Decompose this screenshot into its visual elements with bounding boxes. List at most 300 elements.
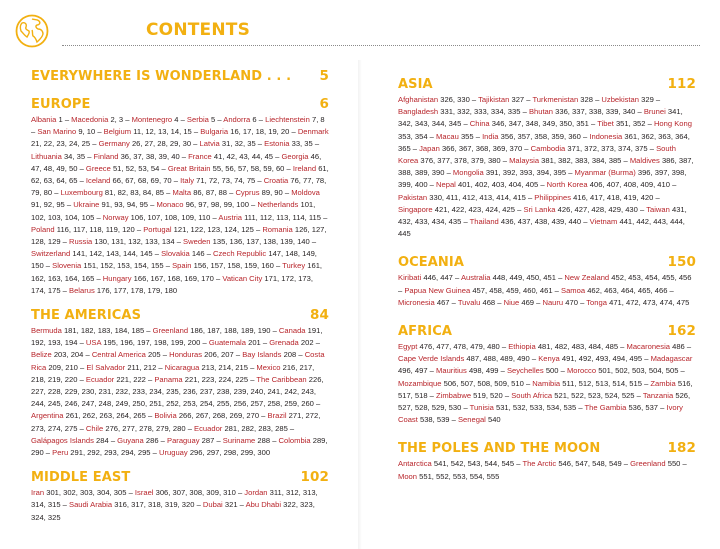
toc-entry <box>265 115 325 124</box>
separator-dash: – <box>621 459 631 469</box>
section-page: 6 <box>319 96 329 112</box>
separator-dash: – <box>95 127 104 137</box>
separator-dash: – <box>60 500 70 510</box>
separator-dash: – <box>248 374 257 384</box>
separator-dash: – <box>60 285 70 295</box>
section-page: 182 <box>667 440 696 457</box>
separator-dash: – <box>77 176 86 186</box>
page-numbers: 536, 537 <box>628 403 659 413</box>
country-name: South Korea <box>398 143 676 166</box>
separator-dash: – <box>678 366 685 376</box>
page-numbers: 288 <box>257 435 271 445</box>
left-column <box>31 68 329 524</box>
separator-dash: – <box>255 176 264 186</box>
toc-entry <box>159 448 270 457</box>
country-name: Ukraine <box>73 200 100 210</box>
toc-entry <box>69 286 177 295</box>
page-numbers: 130, 131, 132, 133, 134 <box>94 237 175 247</box>
country-name: Uruguay <box>158 448 188 458</box>
country-name: Grenada <box>269 338 299 348</box>
country-name: Cambodia <box>530 143 566 153</box>
page-numbers: 221, 223, 224, 225 <box>184 374 249 384</box>
page-numbers: 191, 192, 193, 194 <box>31 326 323 348</box>
toc-entry <box>242 350 296 359</box>
country-name: Australia <box>460 273 491 283</box>
separator-dash: – <box>552 285 562 295</box>
country-name: Israel <box>134 488 154 498</box>
toc-entry <box>419 144 522 153</box>
country-name: Panama <box>154 374 183 384</box>
separator-dash: – <box>641 378 651 388</box>
country-name: Nauru <box>542 297 564 307</box>
separator-dash: – <box>566 168 575 178</box>
page-numbers: 89, 90 <box>261 188 283 198</box>
page-numbers: 351, 352 <box>615 119 646 129</box>
page-numbers: 336, 337, 338, 339, 340 <box>555 107 636 117</box>
page-numbers: 86, 87, 88 <box>193 188 227 198</box>
page-numbers: 226, 227, 228, 229, 230, 231, 232, 233, 234, 235, 236, 237, 238, 239, 240, 241, 242, 243, 244, 245, 246, 247, 248, 249, 250, 251, 252, 253, 254, 255, 256, 257, 258, 259, 260 <box>31 374 324 409</box>
separator-dash: – <box>126 488 135 498</box>
toc-entry <box>167 436 214 445</box>
page-numbers: 406, 407, 408, 409, 410 <box>589 180 670 190</box>
country-name: Andorra <box>223 115 251 124</box>
entry-list <box>398 458 696 482</box>
country-name: Myanmar (Burma) <box>574 168 636 178</box>
toc-entry <box>73 200 148 209</box>
page-numbers: 146 <box>191 249 205 259</box>
separator-dash: – <box>653 192 660 202</box>
country-name: Monaco <box>156 200 184 210</box>
country-name: Uzbekistan <box>601 95 639 104</box>
separator-dash: – <box>160 350 170 360</box>
page-numbers: 1 <box>58 115 63 124</box>
toc-entry <box>529 107 635 116</box>
page-numbers: 271, 272, 273, 274, 275 <box>31 411 321 433</box>
page-numbers: 471, 472, 473, 474, 475 <box>609 297 690 307</box>
toc-entry <box>523 205 637 214</box>
page-numbers: 55, 56, 57, 58, 59, 60 <box>212 163 285 173</box>
page-numbers: 452, 453, 454, 455, 456 <box>611 273 692 283</box>
country-name: Indonesia <box>589 131 623 141</box>
separator-dash: – <box>312 139 320 149</box>
page-numbers: 386, 387, 388, 389, 390 <box>398 156 694 178</box>
separator-dash: – <box>667 285 674 295</box>
country-name: Argentina <box>31 411 64 421</box>
toc-entry <box>103 213 211 222</box>
toc-entry <box>567 366 678 375</box>
country-name: Taiwan <box>646 204 670 214</box>
page-numbers: 66, 67, 68, 69, 70 <box>112 176 172 186</box>
page-numbers: 46, 47, 48, 49, 50 <box>31 151 322 173</box>
country-name: Austria <box>218 212 243 222</box>
page-numbers: 371, 372, 373, 374, 375 <box>567 143 648 153</box>
toc-entry <box>398 273 453 282</box>
section-page: 162 <box>667 323 696 340</box>
country-name: Seychelles <box>506 366 544 376</box>
toc-entry <box>458 298 495 307</box>
toc-entry <box>504 298 534 307</box>
section-everywhere <box>31 68 329 84</box>
page-numbers: 321 <box>224 500 238 510</box>
toc-entry <box>86 164 159 173</box>
country-name: The Gambia <box>584 403 627 413</box>
toc-entry <box>200 139 256 148</box>
page-numbers: 468 <box>482 297 496 307</box>
page-numbers: 467 <box>436 297 450 307</box>
page-numbers: 416, 417, 418, 419, 420 <box>573 192 654 202</box>
country-name: Lithuania <box>31 151 62 161</box>
separator-dash: – <box>213 273 223 283</box>
country-name: South Africa <box>511 390 553 400</box>
separator-dash: – <box>194 500 203 510</box>
country-name: Bay Islands <box>242 350 282 360</box>
country-name: El Salvador <box>86 362 126 372</box>
separator-dash: – <box>669 180 677 190</box>
page-numbers: 51, 52, 53, 54 <box>112 163 160 173</box>
separator-dash: – <box>191 139 200 149</box>
separator-dash: – <box>634 390 643 400</box>
separator-dash: – <box>469 95 479 104</box>
country-name: Costa Rica <box>31 350 325 372</box>
separator-dash: – <box>581 217 590 227</box>
country-name: Japan <box>419 143 440 153</box>
separator-dash: – <box>256 115 266 124</box>
toc-entry <box>532 379 642 388</box>
country-name: New Zealand <box>564 273 610 283</box>
separator-dash: – <box>588 119 598 129</box>
page-numbers: 186, 187, 188, 189, 190 <box>190 326 271 336</box>
page-numbers: 457, 458, 459, 460, 461 <box>472 285 553 295</box>
page-numbers: 551, 552, 553, 554, 555 <box>419 471 500 481</box>
separator-dash: – <box>90 139 99 149</box>
country-name: Samoa <box>561 285 586 295</box>
toc-entry <box>168 164 285 173</box>
separator-dash: – <box>214 435 223 445</box>
toc-entry <box>31 225 135 234</box>
country-name: Czech Republic <box>213 249 267 259</box>
page-numbers: 501, 502, 503, 504, 505 <box>598 366 679 376</box>
page-numbers: 41, 42, 43, 44, 45 <box>213 151 274 161</box>
toc-entry <box>404 286 552 295</box>
page-numbers: 476, 477, 478, 479, 480 <box>419 342 500 352</box>
country-name: Mexico <box>256 362 281 372</box>
separator-dash: – <box>152 249 162 259</box>
country-name: Hungary <box>102 273 132 283</box>
country-name: Bulgaria <box>200 127 229 137</box>
country-name: Guyana <box>117 435 144 445</box>
country-name: Suriname <box>222 435 256 445</box>
toc-entry <box>547 180 670 189</box>
separator-dash: – <box>77 362 87 372</box>
toc-entry <box>482 132 581 141</box>
separator-dash: – <box>43 448 53 458</box>
separator-dash: – <box>191 127 201 137</box>
country-name: Philippines <box>534 192 572 202</box>
country-name: Dubai <box>202 500 223 510</box>
page-numbers: 511, 512, 513, 514, 515 <box>562 378 642 388</box>
separator-dash: – <box>237 500 246 510</box>
page-numbers: 281, 282, 283, 285 <box>224 423 288 433</box>
page-numbers: 161, 162, 163, 164, 165 <box>31 261 323 283</box>
page-gutter <box>358 60 362 549</box>
page-numbers: 391, 392, 393, 394, 395 <box>485 168 567 178</box>
page-numbers: 346, 347, 348, 349, 350, 351 <box>491 119 589 129</box>
country-name: Sri Lanka <box>523 204 556 214</box>
country-name: Denmark <box>297 127 329 137</box>
country-name: Afghanistan <box>398 95 439 104</box>
section-title: THE AMERICAS <box>31 308 142 324</box>
page-numbers: 34, 35 <box>63 151 86 161</box>
toc-entry <box>269 338 313 347</box>
toc-entry <box>86 176 172 185</box>
page-numbers: 296, 297, 298, 299, 300 <box>189 448 271 458</box>
page-numbers: 470 <box>565 297 578 307</box>
separator-dash: – <box>179 151 189 161</box>
country-name: Slovakia <box>161 249 190 259</box>
country-name: Greenland <box>630 459 666 469</box>
page-numbers: 376, 377, 378, 379, 380 <box>420 156 501 166</box>
separator-dash: – <box>577 297 587 307</box>
page-numbers: 538, 539 <box>419 415 450 425</box>
page-numbers: 2, 3 <box>110 115 124 124</box>
country-name: Niue <box>503 297 520 307</box>
toc-entry <box>223 436 270 445</box>
country-name: Peru <box>52 448 69 458</box>
country-name: Ethiopia <box>508 342 536 352</box>
separator-dash: – <box>529 354 539 364</box>
country-name: Chile <box>85 423 104 433</box>
toc-entry <box>597 119 645 128</box>
separator-dash: – <box>449 297 458 307</box>
toc-entry <box>511 391 634 400</box>
separator-dash: – <box>647 143 657 153</box>
country-name: Georgia <box>281 151 309 161</box>
separator-dash: – <box>538 180 547 190</box>
separator-dash: – <box>498 366 507 376</box>
toc-entry <box>209 338 261 347</box>
page-numbers: 550 <box>667 459 681 469</box>
page-numbers: 33, 35 <box>291 139 313 149</box>
country-name: Slovenia <box>52 261 82 271</box>
country-name: Moon <box>398 471 417 481</box>
toc-entry <box>522 459 621 468</box>
toc-entry <box>235 188 282 197</box>
separator-dash: – <box>645 119 654 129</box>
separator-dash: – <box>235 488 245 498</box>
country-name: Spain <box>172 261 192 271</box>
entry-list <box>31 487 329 524</box>
country-name: Latvia <box>199 139 220 149</box>
page-numbers: 126, 127, 128, 129 <box>31 224 327 247</box>
separator-dash: – <box>500 156 510 166</box>
page-numbers: 355 <box>460 131 474 141</box>
page-numbers: 329 <box>641 95 654 104</box>
page-numbers: 205 <box>147 350 161 360</box>
toc-entry <box>31 350 83 359</box>
country-name: Maldives <box>629 156 660 166</box>
toc-entry <box>52 261 164 270</box>
country-name: Macau <box>436 131 459 141</box>
toc-entry <box>154 411 259 420</box>
section-asia <box>398 76 696 240</box>
country-name: Iran <box>31 488 45 498</box>
toc-entry <box>165 363 248 372</box>
separator-dash: – <box>259 411 268 421</box>
page-numbers: 135, 136, 137, 138, 139, 140 <box>212 237 310 247</box>
toc-entry <box>183 237 310 246</box>
page-numbers: 147, 148, 149, 150 <box>31 249 317 271</box>
separator-dash: – <box>452 273 461 283</box>
toc-entry <box>132 115 179 124</box>
country-name: Belize <box>31 350 52 360</box>
toc-entry <box>31 115 63 124</box>
section-page: 150 <box>667 254 696 271</box>
country-name: Ecuador <box>194 423 223 433</box>
country-name: Ecuador <box>85 374 115 384</box>
page-numbers: 481, 482, 483, 484, 485 <box>537 342 619 352</box>
separator-dash: – <box>171 176 181 186</box>
page-numbers: 361, 362, 363, 364, 365 <box>398 131 690 153</box>
separator-dash: – <box>273 151 282 161</box>
section-europe <box>31 96 329 297</box>
country-name: Antarctica <box>398 459 432 469</box>
toc-entry <box>86 375 146 384</box>
page-numbers: 151, 152, 153, 154, 155 <box>83 261 164 271</box>
section-page: 5 <box>319 68 329 84</box>
separator-dash: – <box>134 224 144 234</box>
section-americas <box>31 307 329 459</box>
country-name: Cape Verde Islands <box>398 354 465 364</box>
toc-entry <box>169 350 234 359</box>
toc-entry <box>398 205 515 214</box>
section-poles <box>398 440 696 482</box>
page-numbers: 401, 402, 403, 404, 405 <box>457 180 539 190</box>
toc-entry <box>564 273 691 282</box>
page-numbers: 9, 10 <box>78 127 96 137</box>
toc-entry <box>31 411 146 420</box>
separator-dash: – <box>449 415 458 425</box>
page-numbers: 426, 427, 428, 429, 430 <box>557 204 638 214</box>
page-numbers: 491, 492, 493, 494, 495 <box>561 354 643 364</box>
country-name: Colombia <box>278 435 311 445</box>
separator-dash: – <box>147 200 157 210</box>
toc-entry <box>534 193 653 202</box>
separator-dash: – <box>174 237 184 247</box>
page-numbers: 326, 330 <box>440 95 470 104</box>
separator-dash: – <box>204 249 214 259</box>
country-name: Ivory Coast <box>398 403 683 425</box>
country-name: Galápagos Islands <box>31 435 94 445</box>
page-numbers: 61, 62, 63, 64, 65 <box>31 163 329 186</box>
country-name: Vatican City <box>222 273 263 283</box>
country-name: Great Britain <box>167 163 211 173</box>
country-name: Ireland <box>292 163 317 173</box>
separator-dash: – <box>522 143 531 153</box>
toc-entry <box>478 95 524 104</box>
separator-dash: – <box>94 212 103 222</box>
toc-entry <box>86 338 200 347</box>
country-name: Nepal <box>436 180 456 190</box>
page-numbers: 341, 342, 343, 344, 345 <box>398 107 683 129</box>
toc-entry <box>453 168 566 177</box>
page-numbers: 284 <box>96 435 109 445</box>
country-name: Saudi Arabia <box>69 500 113 510</box>
toc-entry <box>627 342 685 351</box>
separator-dash: – <box>77 338 86 348</box>
country-name: Germany <box>98 139 130 149</box>
separator-dash: – <box>64 200 74 210</box>
toc-entry <box>71 115 123 124</box>
toc-entry <box>398 379 524 388</box>
toc-entry <box>398 342 500 351</box>
separator-dash: – <box>163 261 173 271</box>
page-numbers: 111, 112, 113, 114, 115 <box>244 212 321 222</box>
separator-dash: – <box>555 273 565 283</box>
country-name: Jordan <box>244 488 268 498</box>
toc-entry <box>470 403 577 412</box>
toc-entry <box>398 95 470 104</box>
toc-entry <box>104 127 192 136</box>
separator-dash: – <box>83 350 92 360</box>
country-name: Poland <box>31 224 55 234</box>
toc-entry <box>143 225 254 234</box>
page-numbers: 301, 302, 303, 304, 305 <box>46 488 127 498</box>
section-title: AFRICA <box>398 324 452 340</box>
page-numbers: 322, 323, 324, 325 <box>31 500 315 522</box>
country-name: Bangladesh <box>398 107 439 117</box>
separator-dash: – <box>85 151 94 161</box>
separator-dash: – <box>580 131 590 141</box>
section-title: MIDDLE EAST <box>31 470 131 486</box>
separator-dash: – <box>410 143 420 153</box>
separator-dash: – <box>653 95 661 104</box>
separator-dash: – <box>284 163 293 173</box>
toc-entry <box>223 115 256 124</box>
page-title: CONTENTS <box>146 20 251 40</box>
toc-entry <box>200 127 289 136</box>
toc-entry <box>99 139 191 148</box>
page-numbers: 266, 267, 268, 269, 270 <box>178 411 260 421</box>
country-name: Morocco <box>566 366 597 376</box>
dotted-rule <box>62 45 700 46</box>
toc-entry <box>586 298 689 307</box>
country-name: Zimbabwe <box>436 390 472 400</box>
country-name: Micronesia <box>398 297 435 307</box>
separator-dash: – <box>621 156 630 166</box>
page-numbers: 446, 447 <box>423 273 453 283</box>
separator-dash: – <box>60 237 70 247</box>
separator-dash: – <box>144 326 153 336</box>
country-name: Romania <box>262 224 293 234</box>
page-numbers: 202 <box>300 338 314 348</box>
page-numbers: 221, 222 <box>116 374 146 384</box>
country-name: Pakistan <box>398 192 428 202</box>
page-numbers: 506, 507, 508, 509, 510 <box>443 378 524 388</box>
separator-dash: – <box>43 261 53 271</box>
toc-entry <box>436 391 503 400</box>
page-numbers: 181, 182, 183, 184, 185 <box>63 326 145 336</box>
separator-dash: – <box>156 362 165 372</box>
page-numbers: 327 <box>511 95 525 104</box>
country-name: China <box>469 119 490 129</box>
page-numbers: 276, 277, 278, 279, 280 <box>105 423 186 433</box>
separator-dash: – <box>289 127 298 137</box>
country-name: Turkey <box>282 261 306 271</box>
page-numbers: 201 <box>248 338 261 348</box>
toc-entry <box>561 286 667 295</box>
toc-entry <box>630 459 680 468</box>
toc-entry <box>585 403 658 412</box>
